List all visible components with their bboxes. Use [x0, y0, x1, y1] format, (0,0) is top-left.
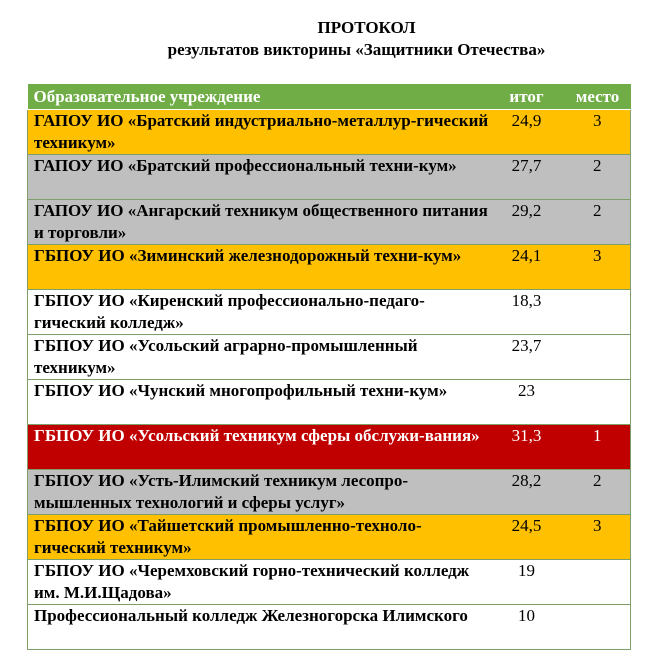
header-institution: Образовательное учреждение — [28, 84, 489, 110]
place-cell: 3 — [565, 515, 631, 560]
total-cell: 31,3 — [489, 425, 565, 470]
document-heading — [0, 17, 663, 61]
total-cell: 24,5 — [489, 515, 565, 560]
total-cell: 29,2 — [489, 200, 565, 245]
table-row — [28, 335, 631, 380]
place-cell: 2 — [565, 155, 631, 200]
place-cell — [565, 380, 631, 425]
institution-cell: ГАПОУ ИО «Братский индустриально-металлур-гический техникум» — [28, 110, 489, 155]
table-row — [28, 245, 631, 290]
place-cell: 1 — [565, 425, 631, 470]
total-cell: 23 — [489, 380, 565, 425]
total-cell: 28,2 — [489, 470, 565, 515]
table-row — [28, 290, 631, 335]
institution-cell: ГБПОУ ИО «Усольский техникум сферы обслужи-вания» — [28, 425, 489, 470]
place-cell: 3 — [565, 110, 631, 155]
place-cell — [565, 335, 631, 380]
place-cell: 2 — [565, 200, 631, 245]
document-title: ПРОТОКОЛ — [317, 18, 416, 37]
place-cell — [565, 560, 631, 605]
institution-cell: ГБПОУ ИО «Усольский аграрно-промышленный техникум» — [28, 335, 489, 380]
header-place: место — [565, 84, 631, 110]
table-row — [28, 605, 631, 650]
total-cell: 24,1 — [489, 245, 565, 290]
table-row — [28, 380, 631, 425]
institution-cell: ГАПОУ ИО «Братский профессиональный техни-кум» — [28, 155, 489, 200]
institution-cell: ГБПОУ ИО «Чунский многопрофильный техни-кум» — [28, 380, 489, 425]
institution-cell: ГБПОУ ИО «Зиминский железнодорожный техни-кум» — [28, 245, 489, 290]
total-cell: 27,7 — [489, 155, 565, 200]
document-subtitle: результатов викторины «Защитники Отечества» — [167, 40, 546, 59]
table-row — [28, 200, 631, 245]
table-row — [28, 470, 631, 515]
place-cell — [565, 605, 631, 650]
institution-cell: ГАПОУ ИО «Ангарский техникум общественного питания и торговли» — [28, 200, 489, 245]
institution-cell: ГБПОУ ИО «Киренский профессионально-педаго-гический колледж» — [28, 290, 489, 335]
place-cell: 2 — [565, 470, 631, 515]
total-cell: 10 — [489, 605, 565, 650]
table-row — [28, 515, 631, 560]
header-total: итог — [489, 84, 565, 110]
total-cell: 18,3 — [489, 290, 565, 335]
table-row — [28, 425, 631, 470]
institution-cell: ГБПОУ ИО «Тайшетский промышленно-техноло-гический техникум» — [28, 515, 489, 560]
institution-cell: Профессиональный колледж Железногорска Илимского — [28, 605, 489, 650]
total-cell: 24,9 — [489, 110, 565, 155]
institution-cell: ГБПОУ ИО «Черемховский горно-технический колледж им. М.И.Щадова» — [28, 560, 489, 605]
table-row — [28, 155, 631, 200]
place-cell: 3 — [565, 245, 631, 290]
total-cell: 23,7 — [489, 335, 565, 380]
place-cell — [565, 290, 631, 335]
table-row — [28, 110, 631, 155]
results-table — [27, 84, 631, 650]
table-header-row — [28, 84, 631, 110]
institution-cell: ГБПОУ ИО «Усть-Илимский техникум лесопро-мышленных технологий и сферы услуг» — [28, 470, 489, 515]
total-cell: 19 — [489, 560, 565, 605]
table-row — [28, 560, 631, 605]
